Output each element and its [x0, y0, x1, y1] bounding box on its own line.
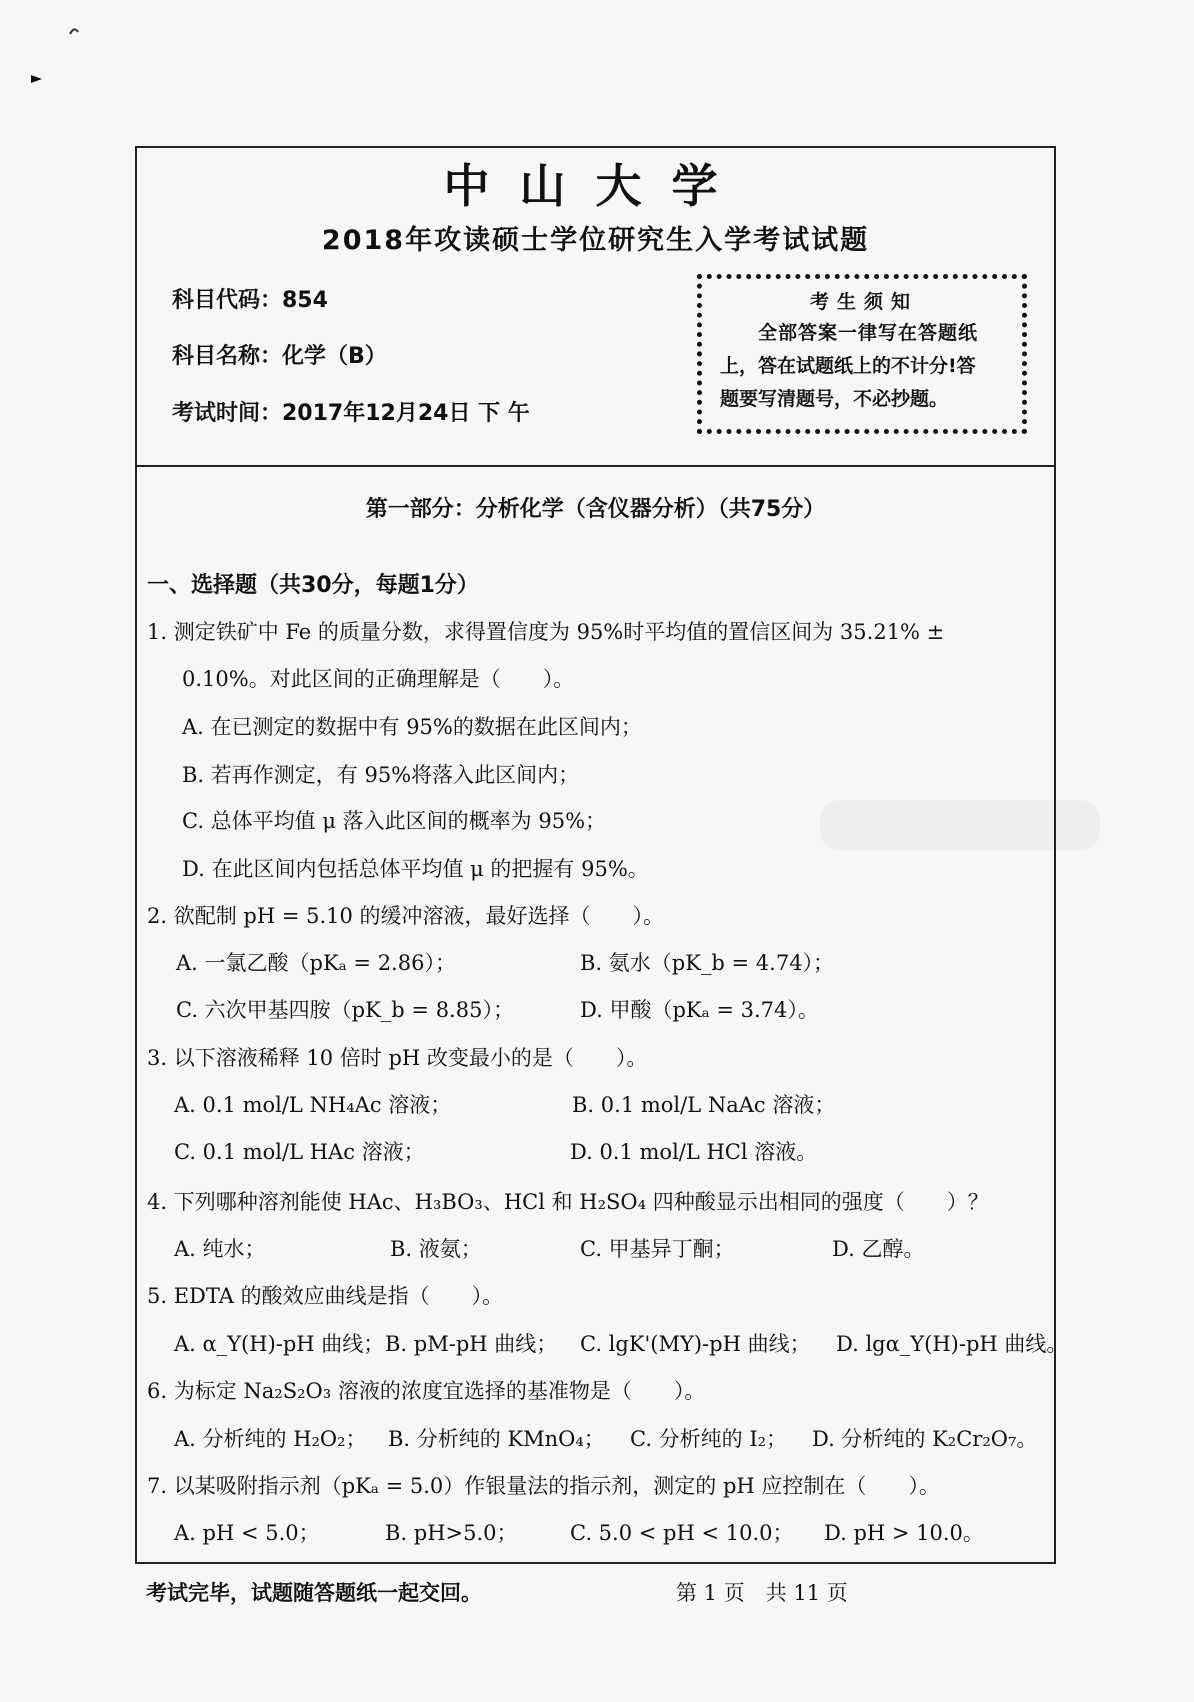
question-1-option-c: C. 总体平均值 μ 落入此区间的概率为 95%； [182, 809, 607, 833]
question-5-option-a: A. α_Y(H)-pH 曲线； [174, 1332, 385, 1356]
question-6-option-d: D. 分析纯的 K₂Cr₂O₇。 [812, 1427, 1038, 1451]
question-6-option-c: C. 分析纯的 I₂； [630, 1427, 788, 1451]
header-divider [135, 465, 1056, 467]
question-6-option-a: A. 分析纯的 H₂O₂； [174, 1427, 367, 1451]
question-1-stem: 1. 测定铁矿中 Fe 的质量分数，求得置信度为 95%时平均值的置信区间为 35.21% ± [147, 620, 945, 644]
question-7-option-c: C. 5.0 < pH < 10.0； [570, 1521, 794, 1545]
question-3-option-b: B. 0.1 mol/L NaAc 溶液； [572, 1093, 836, 1117]
question-6-stem: 6. 为标定 Na₂S₂O₃ 溶液的浓度宜选择的基准物是（ ）。 [147, 1379, 706, 1403]
question-6-option-b: B. 分析纯的 KMnO₄； [388, 1427, 605, 1451]
question-2-option-c: C. 六次甲基四胺（pK_b = 8.85）； [176, 998, 514, 1022]
candidate-notice-box [697, 274, 1027, 434]
page-number: 第 1 页 共 11 页 [676, 1581, 848, 1605]
question-4-stem: 4. 下列哪种溶剂能使 HAc、H₃BO₃、HCl 和 H₂SO₄ 四种酸显示出相同的强度（ ）？ [147, 1190, 989, 1214]
question-1-option-a: A. 在已测定的数据中有 95%的数据在此区间内； [182, 715, 642, 739]
question-7-option-a: A. pH < 5.0； [174, 1521, 320, 1545]
question-7-option-d: D. pH > 10.0。 [824, 1521, 984, 1545]
question-4-option-d: D. 乙醇。 [832, 1237, 925, 1261]
question-3-option-d: D. 0.1 mol/L HCl 溶液。 [570, 1140, 818, 1164]
exam-title: 2018年攻读硕士学位研究生入学考试试题 [321, 225, 870, 256]
question-2-option-a: A. 一氯乙酸（pKₐ = 2.86）； [176, 951, 456, 975]
scan-arrow-mark [30, 73, 44, 85]
question-5-stem: 5. EDTA 的酸效应曲线是指（ ）。 [147, 1284, 504, 1308]
footer-note: 考试完毕，试题随答题纸一起交回。 [146, 1581, 482, 1605]
school-name: 中山大学 [443, 159, 748, 213]
notice-line-1: 全部答案一律写在答题纸 [758, 322, 979, 344]
subject-code: 科目代码：854 [172, 288, 328, 313]
question-5-option-c: C. lgK'(MY)-pH 曲线； [580, 1332, 811, 1356]
question-4-option-b: B. 液氨； [390, 1237, 482, 1261]
question-5-option-b: B. pM-pH 曲线； [385, 1332, 558, 1356]
question-3-stem: 3. 以下溶液稀释 10 倍时 pH 改变最小的是（ ）。 [147, 1046, 648, 1070]
exam-time: 考试时间：2017年12月24日 下 午 [172, 401, 530, 426]
question-1-stem-cont: 0.10%。对此区间的正确理解是（ ）。 [182, 667, 575, 691]
question-4-option-a: A. 纯水； [174, 1237, 266, 1261]
notice-line-3: 题要写清题号，不必抄题。 [720, 388, 949, 410]
section-title: 一、选择题（共30分，每题1分） [147, 573, 479, 598]
question-3-option-a: A. 0.1 mol/L NH₄Ac 溶液； [174, 1093, 452, 1117]
question-4-option-c: C. 甲基异丁酮； [580, 1237, 735, 1261]
question-7-stem: 7. 以某吸附指示剂（pKₐ = 5.0）作银量法的指示剂，测定的 pH 应控制在（ ）。 [147, 1474, 940, 1498]
notice-line-2: 上，答在试题纸上的不计分!答 [720, 355, 976, 377]
question-2-option-b: B. 氨水（pK_b = 4.74）； [580, 951, 835, 975]
part-title: 第一部分：分析化学（含仪器分析）（共75分） [365, 497, 826, 522]
scan-mark-top [68, 26, 80, 36]
notice-title: 考生须知 [809, 291, 918, 313]
question-2-option-d: D. 甲酸（pKₐ = 3.74）。 [580, 998, 819, 1022]
question-1-option-d: D. 在此区间内包括总体平均值 μ 的把握有 95%。 [182, 857, 649, 881]
question-2-stem: 2. 欲配制 pH = 5.10 的缓冲溶液，最好选择（ ）。 [147, 904, 665, 928]
question-3-option-c: C. 0.1 mol/L HAc 溶液； [174, 1140, 425, 1164]
question-7-option-b: B. pH>5.0； [385, 1521, 518, 1545]
question-1-option-b: B. 若再作测定，有 95%将落入此区间内； [182, 763, 580, 787]
subject-name: 科目名称：化学（B） [172, 344, 387, 369]
question-5-option-d: D. lgα_Y(H)-pH 曲线。 [836, 1332, 1068, 1356]
